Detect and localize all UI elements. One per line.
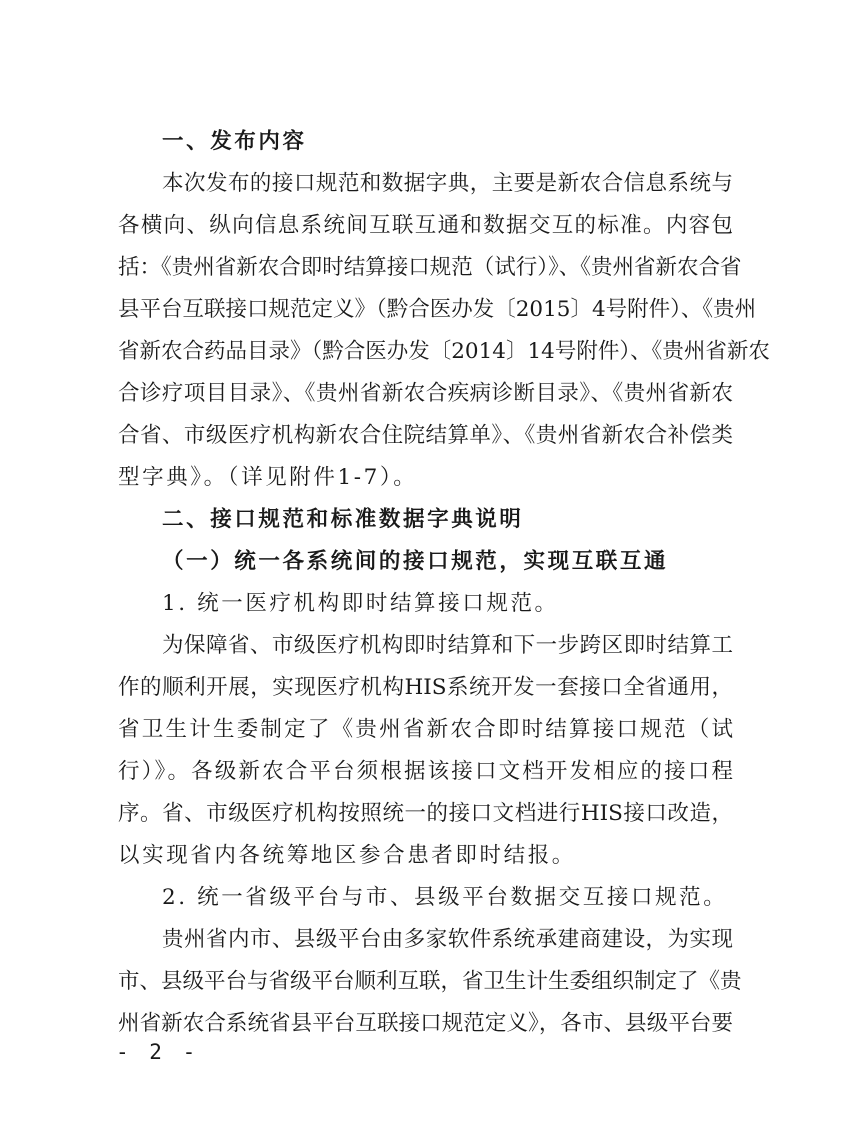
body-line: 为保障省、市级医疗机构即时结算和下一步跨区即时结算工: [162, 633, 733, 658]
body-line: 括：《贵州省新农合即时结算接口规范（试行）》、《贵州省新农合省: [118, 255, 742, 280]
body-line: 合省、市级医疗机构新农合住院结算单》、《贵州省新农合补偿类: [118, 423, 733, 448]
body-line: 贵州省内市、县级平台由多家软件系统承建商建设，为实现: [162, 927, 733, 952]
body-line: 县平台互联接口规范定义》（黔合医办发〔2015〕4号附件）、《贵州: [118, 297, 757, 322]
body-line: 行）》。各级新农合平台须根据该接口文档开发相应的接口程: [118, 759, 733, 784]
body-line: 省卫生计生委制定了《贵州省新农合即时结算接口规范（试: [118, 717, 733, 742]
body-line: 合诊疗项目目录》、《贵州省新农合疾病诊断目录》、《贵州省新农: [118, 381, 733, 406]
subsection-heading: （一）统一各系统间的接口规范，实现互联互通: [162, 549, 669, 574]
section-heading-2: 二、接口规范和标准数据字典说明: [162, 507, 524, 532]
body-line: 序。省、市级医疗机构按照统一的接口文档进行HIS接口改造，: [118, 801, 733, 826]
body-line: 以实现省内各统筹地区参合患者即时结报。: [118, 843, 576, 868]
item-heading-2: 2. 统一省级平台与市、县级平台数据交互接口规范。: [162, 885, 728, 910]
body-line: 省新农合药品目录》（黔合医办发〔2014〕14号附件）、《贵州省新农: [118, 339, 770, 364]
body-line: 各横向、纵向信息系统间互联互通和数据交互的标准。内容包: [118, 213, 733, 238]
body-line: 本次发布的接口规范和数据字典，主要是新农合信息系统与: [162, 171, 733, 196]
page-number: - 2 -: [116, 1040, 200, 1064]
item-heading-1: 1. 统一医疗机构即时结算接口规范。: [162, 591, 559, 616]
body-line: 型字典》。（详见附件1-7）。: [118, 465, 418, 490]
section-heading-1: 一、发布内容: [162, 129, 307, 154]
body-line: 市、县级平台与省级平台顺利互联，省卫生计生委组织制定了《贵: [118, 969, 742, 994]
body-line: 作的顺利开展，实现医疗机构HIS系统开发一套接口全省通用，: [118, 675, 733, 700]
body-line: 州省新农合系统省县平台互联接口规范定义》，各市、县级平台要: [118, 1011, 733, 1036]
